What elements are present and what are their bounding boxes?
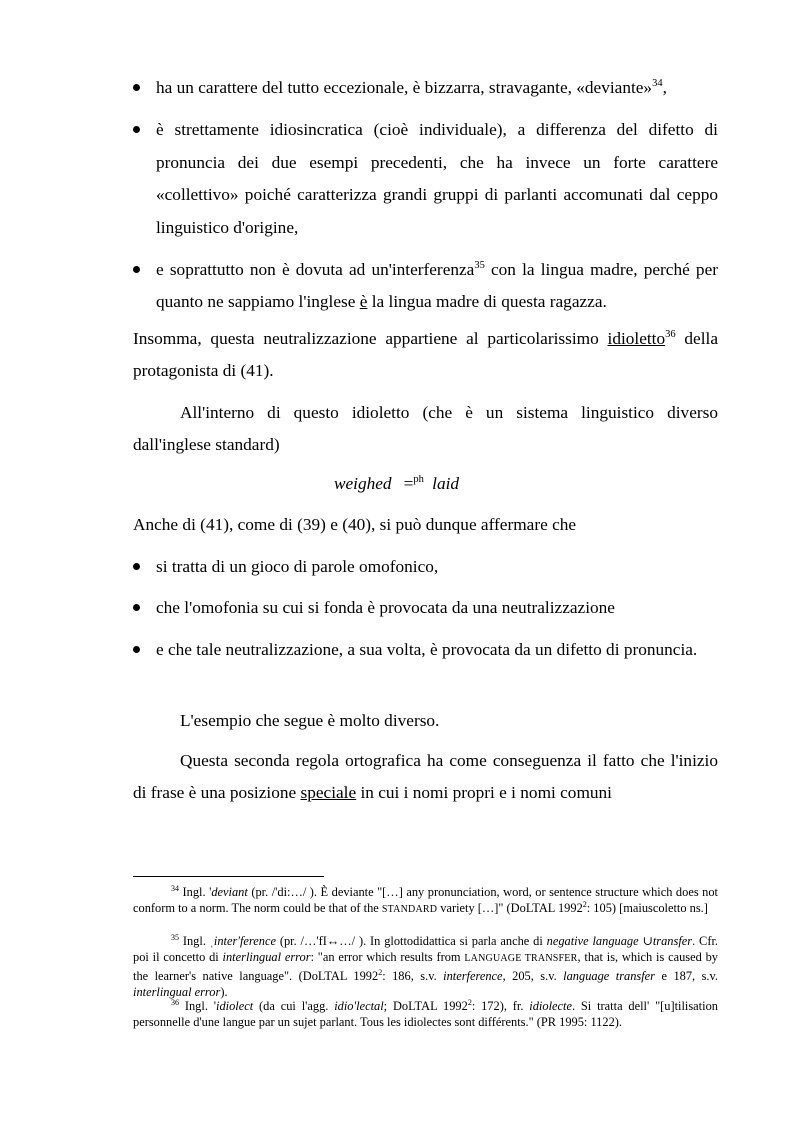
bullet-icon bbox=[133, 126, 140, 133]
underlined-word: è bbox=[359, 292, 368, 312]
bullet-icon bbox=[133, 266, 140, 273]
list-item-text: si tratta di un gioco di parole omofonico, bbox=[156, 557, 439, 576]
formula-equals: =$^{ph}$ bbox=[403, 474, 424, 493]
underlined-word: speciale bbox=[300, 783, 357, 803]
list-item bbox=[133, 551, 718, 583]
footnote-ref-36[interactable]: 36 bbox=[665, 329, 676, 341]
footnote-36: $^{36}$ Ingl. 'idiolect (da cui l'agg. idio'lectal; DoLTAL 1992$^2$: 172), fr. idiolecte. Si tratta dell' "[u]tilisation personnelle d'une langue par un sujet parlant. Tous les idiolectes sont différents." (PR 1995: 1122). bbox=[133, 997, 718, 1030]
bullet-list-conclusions bbox=[133, 551, 718, 666]
footnote-term: idiolect bbox=[216, 999, 254, 1013]
footnote-35: $^{35}$ Ingl. ˌinter'ference (pr. /…'fI↔…/ ). In glottodidattica si parla anche di negative language ∪transfer. Cfr. poi il concetto di interlingual error: "an error which results from LANGUAGE TRANSFER, that is, which is caused by the learner's native language". (DoLTAL 1992$^2$: 186, s.v. interference, 205, s.v. language transfer e 187, s.v. interlingual error). bbox=[133, 932, 719, 999]
list-item-text: che l'omofonia su cui si fonda è provocata da una neutralizzazione bbox=[156, 598, 615, 618]
list-item: ha un carattere del tutto eccezionale, è bizzarra, stravagante, «deviante»$^{34}$, bbox=[133, 72, 718, 104]
list-item: e soprattutto non è dovuta ad un'interferenza$^{35}$ con la lingua madre, perché per quanto ne sappiamo l'inglese è la lingua madre di questa ragazza. bbox=[133, 254, 718, 319]
footnote-number: 34 bbox=[171, 883, 179, 893]
list-item-text: è strettamente idiosincratica (cioè individuale), a differenza del difetto di pronuncia dei due esempi precedenti, che ha invece un forte carattere «collettivo» poiché caratterizza grandi gruppi di parlanti accomunati dal ceppo linguistico d'origine, bbox=[156, 120, 718, 237]
paragraph-insomma: Insomma, questa neutralizzazione appartiene al particolarissimo idioletto$^{36}$ della protagonista di (41). bbox=[133, 329, 718, 381]
paragraph-anche: Anche di (41), come di (39) e (40), si può dunque affermare che bbox=[133, 515, 577, 534]
formula-left: weighed bbox=[333, 474, 392, 493]
footnote-ref-35[interactable]: 35 bbox=[474, 260, 485, 272]
bullet-icon bbox=[133, 563, 140, 570]
footnote-term: inter'ference bbox=[213, 934, 276, 948]
list-item bbox=[133, 114, 718, 244]
footnote-separator bbox=[133, 876, 324, 877]
footnote-ref-34[interactable]: 34 bbox=[652, 78, 663, 90]
formula-homophony bbox=[0, 474, 793, 494]
underlined-word: idioletto bbox=[607, 329, 666, 348]
list-item bbox=[133, 592, 718, 624]
list-item-text: ha un carattere del tutto eccezionale, è bizzarra, stravagante, «deviante» bbox=[156, 78, 653, 97]
bullet-list-properties bbox=[133, 72, 718, 319]
paragraph-interno: All'interno di questo idioletto (che è un sistema linguistico diverso dall'inglese standard) bbox=[133, 403, 718, 455]
footnote-term: deviant bbox=[211, 885, 248, 899]
formula-right: laid bbox=[432, 474, 460, 493]
list-item-text: e che tale neutralizzazione, a sua volta, è provocata da un difetto di pronuncia. bbox=[156, 639, 698, 659]
paragraph-esempio: L'esempio che segue è molto diverso. bbox=[180, 711, 440, 730]
footnote-number: 36 bbox=[171, 997, 179, 1007]
bullet-icon bbox=[133, 84, 140, 91]
footnote-number: 35 bbox=[171, 932, 179, 942]
paragraph-regola: Questa seconda regola ortografica ha come conseguenza il fatto che l'inizio di frase è una posizione speciale in cui i nomi propri e i nomi comuni bbox=[133, 751, 718, 803]
footnote-34: $^{34}$ Ingl. 'deviant (pr. /'di:…/ ). È deviante "[…] any pronunciation, word, or sentence structure which does not conform to a norm. The norm could be that of the STANDARD variety […]" (DoLTAL 1992$^2$: 105) [maiuscoletto ns.] bbox=[133, 883, 718, 916]
bullet-icon bbox=[133, 604, 140, 611]
list-item bbox=[133, 634, 718, 666]
bullet-icon bbox=[133, 646, 140, 653]
